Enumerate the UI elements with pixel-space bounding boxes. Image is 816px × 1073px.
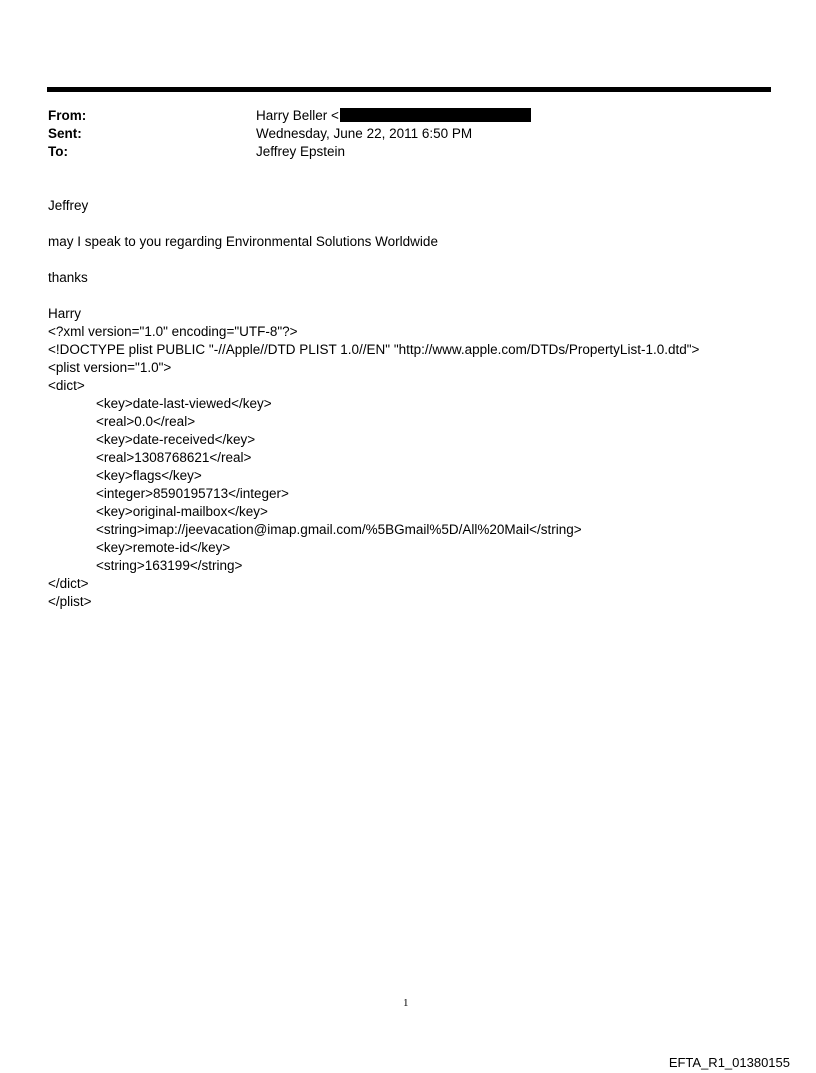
to-value: Jeffrey Epstein	[256, 144, 346, 159]
plist-line: <dict>	[48, 378, 85, 393]
from-label: From:	[48, 108, 87, 123]
sent-value: Wednesday, June 22, 2011 6:50 PM	[256, 126, 473, 141]
plist-line: <key>date-received</key>	[96, 432, 256, 447]
from-value	[256, 107, 531, 125]
plist-line: <!DOCTYPE plist PUBLIC "-//Apple//DTD PLIST 1.0//EN" "http://www.apple.com/DTDs/PropertyList-1.0.dtd">	[48, 342, 700, 357]
redaction-box	[340, 108, 531, 122]
greeting: Jeffrey	[48, 198, 89, 213]
plist-line: <string>163199</string>	[96, 558, 243, 573]
page-number: 1	[403, 997, 409, 1009]
plist-line: </dict>	[48, 576, 89, 591]
to-label: To:	[48, 144, 68, 159]
thanks-text: thanks	[48, 270, 88, 285]
plist-line: <key>date-last-viewed</key>	[96, 396, 272, 411]
plist-line: <real>0.0</real>	[96, 414, 196, 429]
header-rule	[47, 87, 771, 92]
plist-line: <plist version="1.0">	[48, 360, 172, 375]
plist-line: <integer>8590195713</integer>	[96, 486, 289, 501]
plist-line: </plist>	[48, 594, 92, 609]
from-name: Harry Beller <	[256, 108, 339, 123]
plist-line: <key>flags</key>	[96, 468, 202, 483]
plist-line: <?xml version="1.0" encoding="UTF-8"?>	[48, 324, 298, 339]
plist-line: <key>remote-id</key>	[96, 540, 231, 555]
plist-line: <string>imap://jeevacation@imap.gmail.com/%5BGmail%5D/All%20Mail</string>	[96, 522, 582, 537]
plist-line: <real>1308768621</real>	[96, 450, 252, 465]
bates-number: EFTA_R1_01380155	[668, 1055, 790, 1070]
message-text: may I speak to you regarding Environmental Solutions Worldwide	[48, 234, 438, 249]
signature: Harry	[48, 306, 81, 321]
sent-label: Sent:	[48, 126, 82, 141]
plist-line: <key>original-mailbox</key>	[96, 504, 268, 519]
